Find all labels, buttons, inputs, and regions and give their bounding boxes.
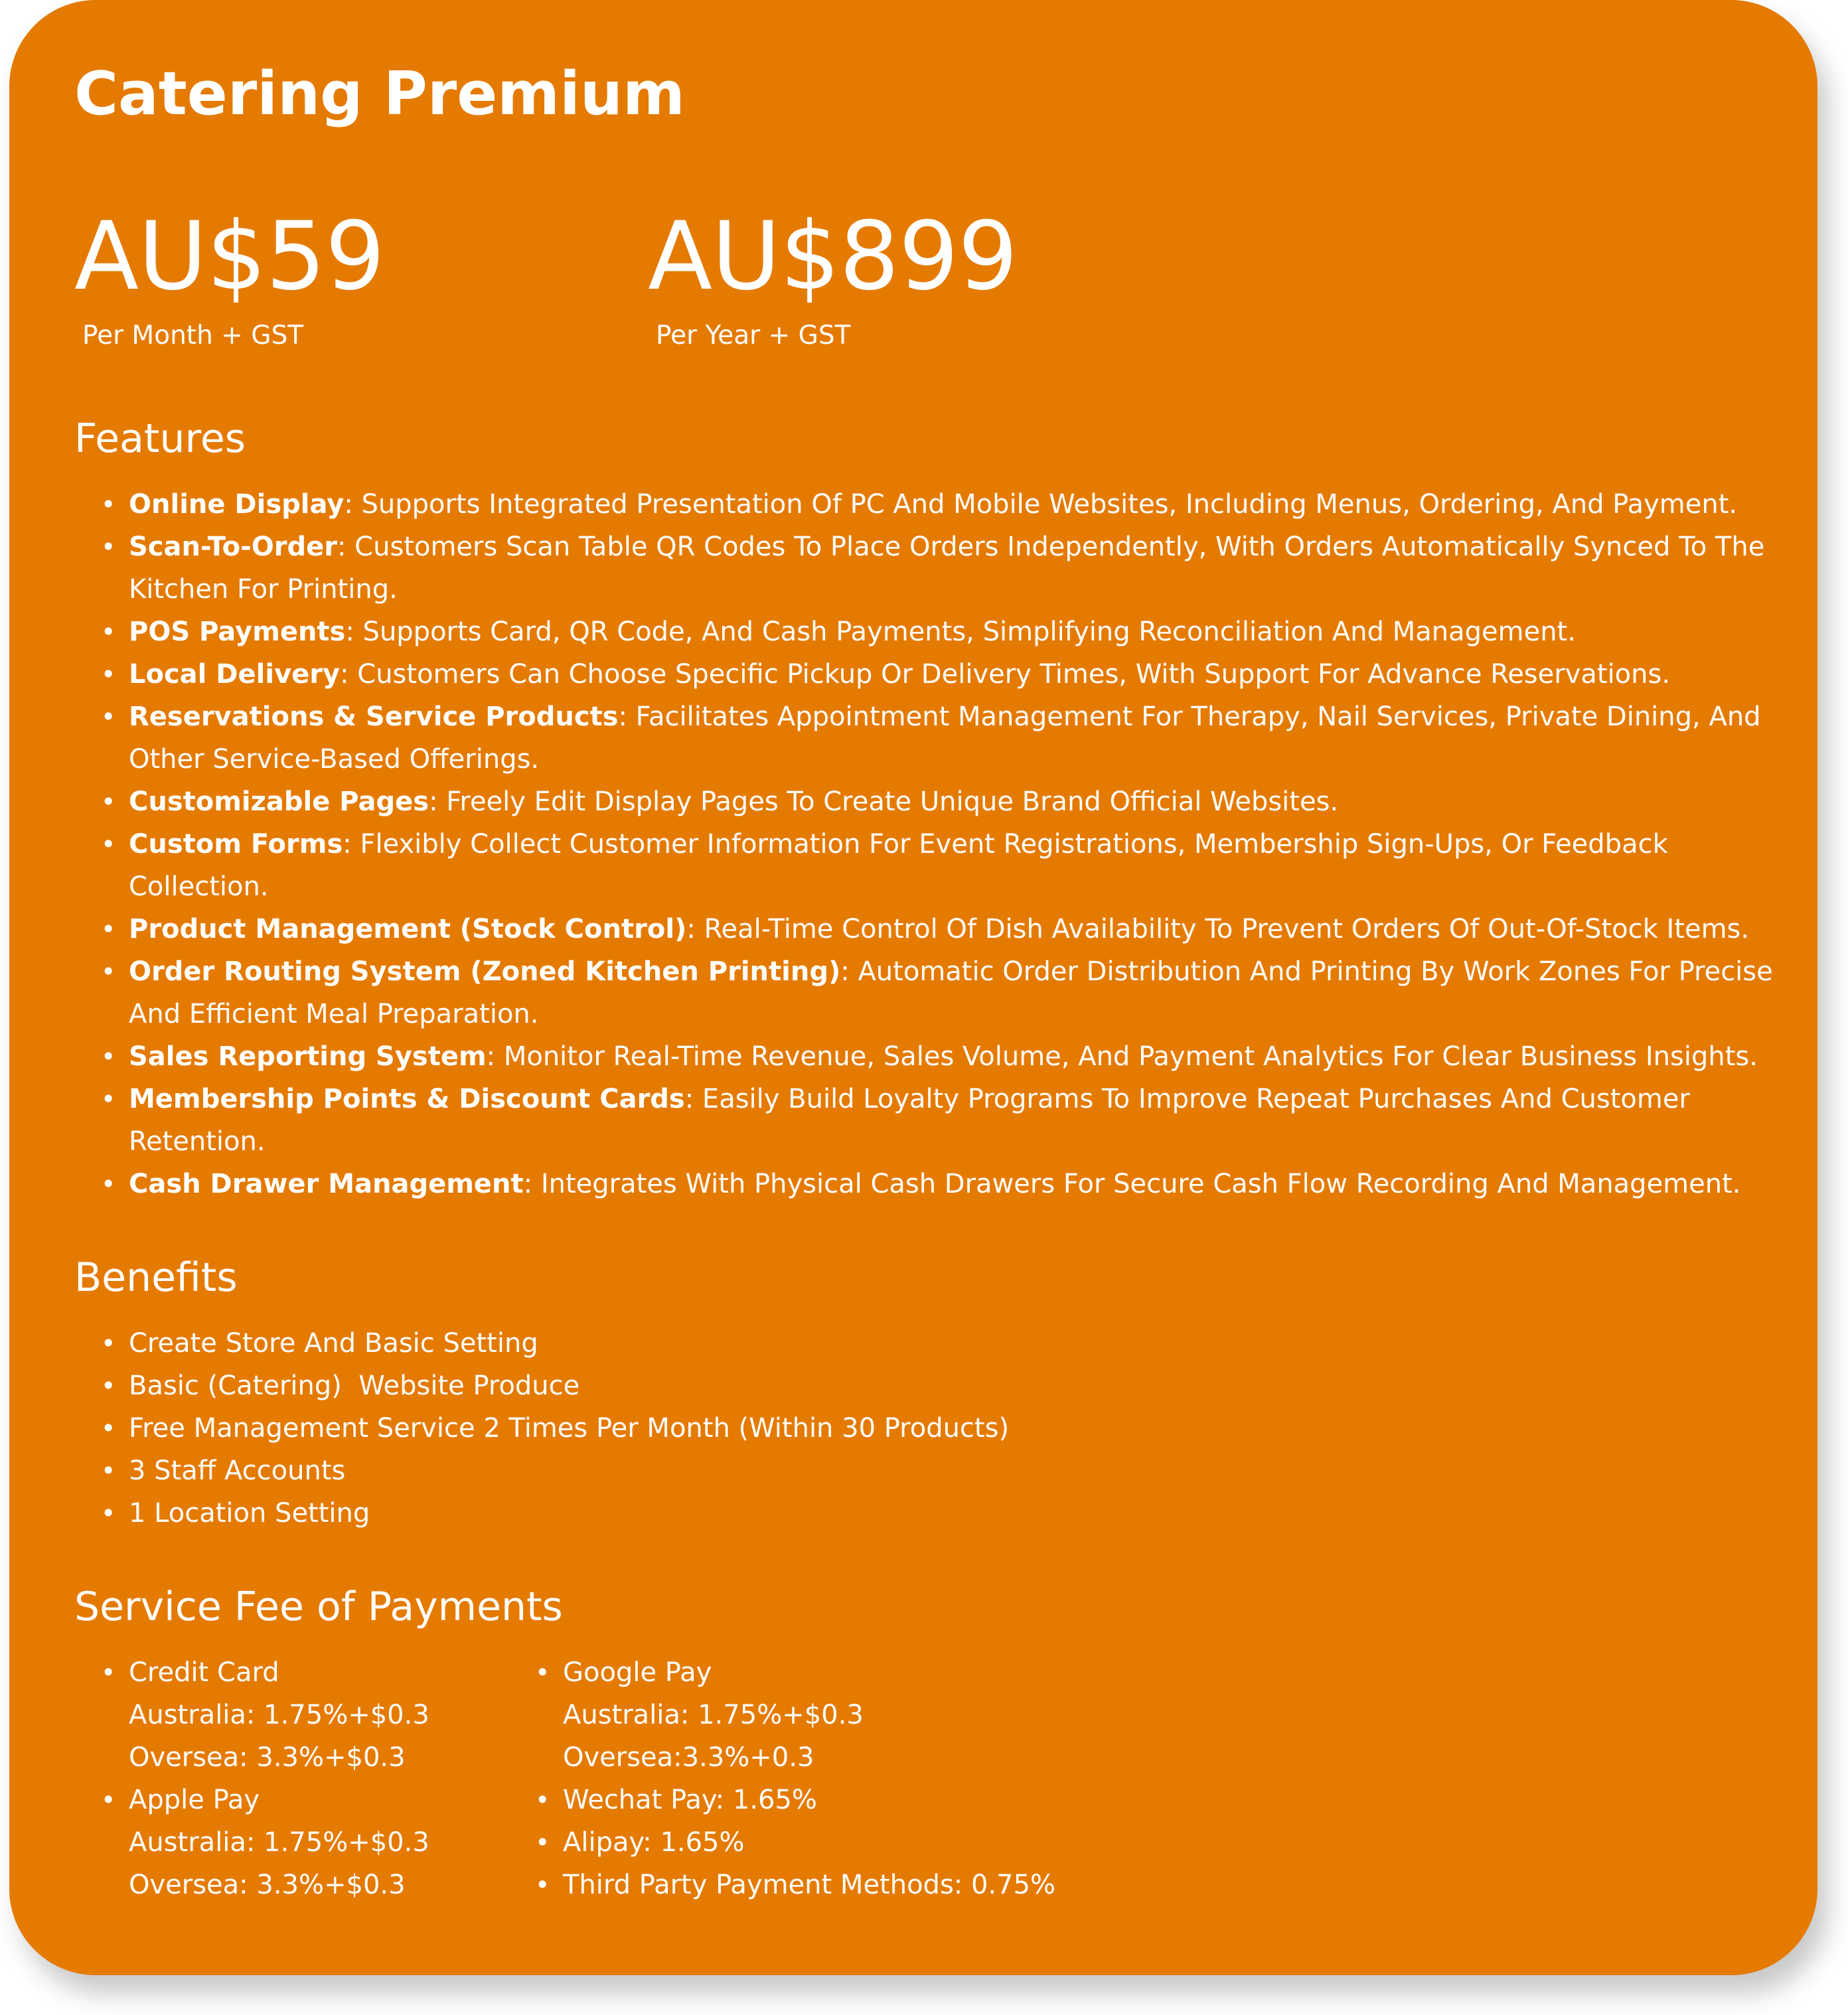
fees-list-left (85, 1651, 510, 1906)
bullet-icon: • (535, 1785, 550, 1815)
feature-item (85, 1035, 1784, 1078)
fee-item-credit-card (85, 1651, 510, 1779)
fee-oversea: Oversea: 3.3%+$0.3 (129, 1870, 406, 1900)
bullet-icon: • (101, 490, 116, 519)
feature-item (85, 908, 1784, 950)
bullet-icon: • (101, 1414, 116, 1443)
feature-desc: : Customers Can Choose Specific Pickup Or Delivery Times, With Support For Advance Reservations. (340, 659, 1671, 690)
fee-item-wechat-pay (519, 1779, 1249, 1821)
plan-card (9, 0, 1817, 1975)
feature-desc: : Freely Edit Display Pages To Create Unique Brand Official Websites. (429, 786, 1339, 817)
feature-name: Local Delivery (129, 659, 341, 690)
bullet-icon: • (101, 1042, 116, 1071)
bullet-icon: • (101, 1658, 116, 1687)
feature-desc: : Easily Build Loyalty Programs To Improve Repeat Purchases And Customer Retention. (129, 1084, 1690, 1157)
feature-name: Order Routing System (Zoned Kitchen Printing) (129, 956, 841, 987)
feature-item (85, 781, 1784, 823)
bullet-icon: • (101, 660, 116, 689)
plan-title: Catering Premium (74, 59, 685, 129)
feature-name: POS Payments (129, 617, 346, 647)
yearly-price (648, 202, 1018, 352)
feature-item (85, 653, 1784, 696)
yearly-price-note: Per Year + GST (656, 321, 851, 351)
bullet-icon: • (101, 702, 116, 731)
yearly-price-amount: AU$899 (648, 202, 1018, 311)
bullet-icon: • (101, 1499, 116, 1528)
feature-name: Scan-To-Order (129, 532, 337, 562)
bullet-icon: • (101, 915, 116, 944)
bullet-icon: • (101, 830, 116, 859)
fee-text: Third Party Payment Methods: 0.75% (563, 1870, 1056, 1900)
fee-oversea: Oversea:3.3%+0.3 (563, 1742, 814, 1773)
benefit-text: 3 Staff Accounts (129, 1455, 346, 1486)
fee-oversea: Oversea: 3.3%+$0.3 (129, 1742, 406, 1773)
bullet-icon: • (101, 1456, 116, 1485)
benefit-item (85, 1365, 1413, 1407)
fee-item-apple-pay (85, 1779, 510, 1906)
benefit-text: Free Management Service 2 Times Per Month (Within 30 Products) (129, 1413, 1010, 1444)
feature-item (85, 950, 1784, 1035)
fees-heading: Service Fee of Payments (74, 1584, 563, 1630)
fees-list-right (519, 1651, 1249, 1906)
fee-australia: Australia: 1.75%+$0.3 (563, 1700, 864, 1730)
feature-item (85, 696, 1784, 781)
feature-desc: : Real-Time Control Of Dish Availability To Prevent Orders Of Out-Of-Stock Items. (686, 914, 1750, 944)
feature-item (85, 611, 1784, 653)
monthly-price-note: Per Month + GST (82, 321, 304, 351)
feature-item (85, 823, 1784, 908)
fee-item-alipay (519, 1821, 1249, 1864)
feature-desc: : Flexibly Collect Customer Information For Event Registrations, Membership Sign-Ups, Or Feedback Collection. (129, 829, 1668, 902)
bullet-icon: • (101, 617, 116, 646)
feature-name: Reservations & Service Products (129, 702, 619, 732)
feature-name: Sales Reporting System (129, 1041, 487, 1072)
monthly-price-amount: AU$59 (74, 202, 385, 311)
feature-desc: : Supports Card, QR Code, And Cash Payments, Simplifying Reconciliation And Management. (345, 617, 1576, 647)
fee-text: Alipay: 1.65% (563, 1827, 745, 1858)
bullet-icon: • (101, 957, 116, 986)
feature-desc: : Integrates With Physical Cash Drawers For Secure Cash Flow Recording And Management. (523, 1169, 1741, 1199)
fee-text: Wechat Pay: 1.65% (563, 1785, 817, 1815)
features-list (85, 483, 1784, 1205)
fee-label: Apple Pay (129, 1785, 260, 1815)
feature-desc: : Monitor Real-Time Revenue, Sales Volume, And Payment Analytics For Clear Business Insights. (486, 1041, 1758, 1072)
feature-name: Customizable Pages (129, 786, 429, 817)
benefit-text: Basic (Catering) Website Produce (129, 1371, 580, 1401)
bullet-icon: • (101, 1084, 116, 1114)
bullet-icon: • (101, 1371, 116, 1400)
benefit-item (85, 1450, 1413, 1492)
bullet-icon: • (101, 1329, 116, 1358)
benefit-item (85, 1407, 1413, 1450)
benefit-item (85, 1492, 1413, 1534)
fee-label: Google Pay (563, 1657, 712, 1688)
bullet-icon: • (101, 787, 116, 816)
monthly-price (74, 202, 385, 352)
fee-label: Credit Card (129, 1657, 279, 1688)
feature-name: Online Display (129, 489, 345, 520)
feature-item (85, 526, 1784, 611)
bullet-icon: • (101, 1169, 116, 1199)
features-heading: Features (74, 415, 246, 462)
feature-desc: : Supports Integrated Presentation Of PC And Mobile Websites, Including Menus, Ordering, And Payment. (344, 489, 1738, 520)
bullet-icon: • (535, 1658, 550, 1687)
fee-item-google-pay (519, 1651, 1249, 1779)
feature-desc: : Facilitates Appointment Management For Therapy, Nail Services, Private Dining, And Other Service-Based Offerings. (129, 702, 1761, 775)
benefit-item (85, 1322, 1413, 1365)
feature-name: Custom Forms (129, 829, 343, 859)
benefits-list (85, 1322, 1413, 1534)
fee-item-third-party (519, 1864, 1249, 1906)
bullet-icon: • (101, 1785, 116, 1815)
benefit-text: Create Store And Basic Setting (129, 1328, 538, 1359)
fee-australia: Australia: 1.75%+$0.3 (129, 1827, 429, 1858)
feature-name: Cash Drawer Management (129, 1169, 524, 1199)
bullet-icon: • (535, 1828, 550, 1857)
benefits-heading: Benefits (74, 1254, 238, 1301)
feature-name: Product Management (Stock Control) (129, 914, 687, 944)
feature-name: Membership Points & Discount Cards (129, 1084, 685, 1114)
fee-australia: Australia: 1.75%+$0.3 (129, 1700, 429, 1730)
bullet-icon: • (101, 532, 116, 561)
feature-item (85, 483, 1784, 526)
bullet-icon: • (535, 1870, 550, 1900)
feature-item (85, 1163, 1784, 1205)
feature-item (85, 1078, 1784, 1163)
benefit-text: 1 Location Setting (129, 1498, 370, 1529)
feature-desc: : Customers Scan Table QR Codes To Place Orders Independently, With Orders Automatically Synced To The Kitchen For Printing. (129, 532, 1765, 605)
feature-desc: : Automatic Order Distribution And Printing By Work Zones For Precise And Efficient Meal Preparation. (129, 956, 1773, 1029)
